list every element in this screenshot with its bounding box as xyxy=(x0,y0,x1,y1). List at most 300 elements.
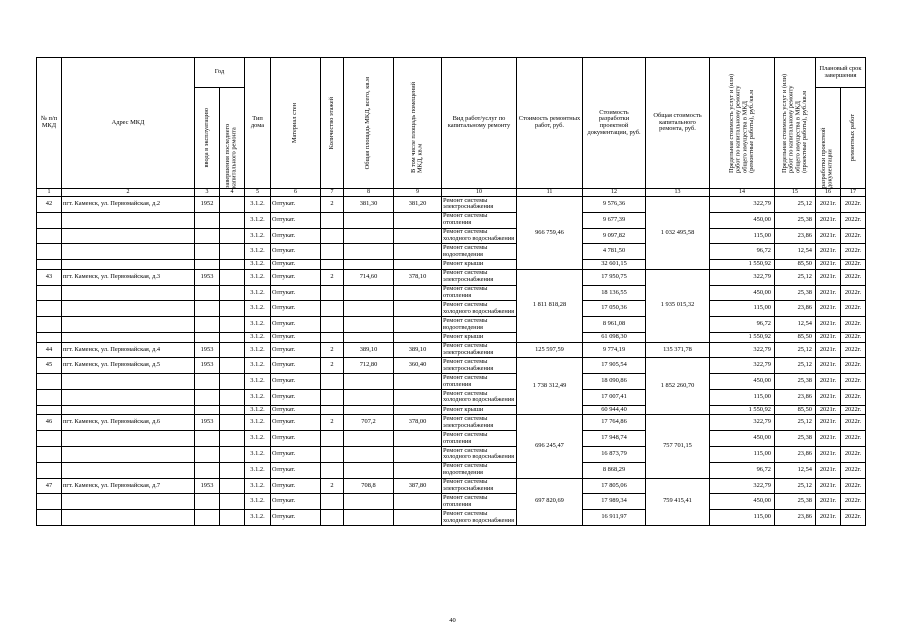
deadline-repair: 2022г. xyxy=(841,197,866,213)
building-number: 46 xyxy=(37,415,62,431)
deadline-repair: 2022г. xyxy=(841,212,866,228)
empty-cell xyxy=(220,389,245,405)
house-type: 3.1.2. xyxy=(245,197,271,213)
deadline-design: 2021г. xyxy=(816,389,841,405)
design-cost: 17 764,86 xyxy=(583,415,646,431)
deadline-repair: 2022г. xyxy=(841,228,866,244)
empty-cell xyxy=(394,494,442,510)
limit-repair: 322,79 xyxy=(710,358,775,374)
house-type: 3.1.2. xyxy=(245,446,271,462)
design-cost: 9 774,19 xyxy=(583,342,646,358)
house-type: 3.1.2. xyxy=(245,415,271,431)
deadline-design: 2021г. xyxy=(816,405,841,415)
empty-cell xyxy=(321,446,344,462)
empty-cell xyxy=(195,332,220,342)
limit-design: 25,12 xyxy=(775,342,816,358)
empty-cell xyxy=(321,212,344,228)
empty-cell xyxy=(220,494,245,510)
empty-cell xyxy=(62,260,195,270)
empty-cell xyxy=(344,374,394,390)
table-row xyxy=(37,446,866,462)
work-type: Ремонт системы отопления xyxy=(442,494,517,510)
deadline-repair: 2022г. xyxy=(841,374,866,390)
column-number: 6 xyxy=(271,189,321,197)
design-cost: 9 097,82 xyxy=(583,228,646,244)
header-address: Адрес МКД xyxy=(62,58,195,189)
empty-cell xyxy=(62,301,195,317)
empty-cell xyxy=(62,332,195,342)
design-cost: 17 948,74 xyxy=(583,431,646,447)
limit-design: 25,12 xyxy=(775,478,816,494)
house-type: 3.1.2. xyxy=(245,301,271,317)
header-year-group: Год xyxy=(195,58,245,88)
table-row xyxy=(37,415,866,431)
limit-repair: 115,00 xyxy=(710,446,775,462)
header-deadline-group: Плановый срок завершения xyxy=(816,58,866,88)
column-number: 9 xyxy=(394,189,442,197)
area-rooms: 360,40 xyxy=(394,358,442,374)
work-type: Ремонт системы отопления xyxy=(442,374,517,390)
deadline-repair: 2022г. xyxy=(841,358,866,374)
total-cost: 1 032 495,58 xyxy=(646,197,710,270)
area-total: 714,60 xyxy=(344,269,394,285)
header-n: № п/п МКД xyxy=(37,58,62,189)
limit-repair: 450,00 xyxy=(710,494,775,510)
empty-cell xyxy=(321,462,344,478)
empty-cell xyxy=(220,260,245,270)
header-wall-material: Материал стен xyxy=(271,58,321,189)
limit-design: 85,50 xyxy=(775,260,816,270)
limit-design: 25,38 xyxy=(775,494,816,510)
column-number: 17 xyxy=(841,189,866,197)
total-cost: 759 415,41 xyxy=(646,478,710,525)
building-number: 45 xyxy=(37,358,62,374)
deadline-repair: 2022г. xyxy=(841,285,866,301)
empty-cell xyxy=(220,301,245,317)
design-cost: 16 873,79 xyxy=(583,446,646,462)
empty-cell xyxy=(37,446,62,462)
repair-cost: 125 597,59 xyxy=(517,342,583,358)
limit-design: 25,38 xyxy=(775,285,816,301)
house-type: 3.1.2. xyxy=(245,228,271,244)
limit-repair: 1 550,92 xyxy=(710,260,775,270)
limit-design: 85,50 xyxy=(775,405,816,415)
empty-cell xyxy=(195,317,220,333)
limit-design: 23,86 xyxy=(775,446,816,462)
work-type: Ремонт системы электроснабжения xyxy=(442,342,517,358)
column-number: 15 xyxy=(775,189,816,197)
total-cost: 1 852 260,70 xyxy=(646,358,710,415)
house-type: 3.1.2. xyxy=(245,317,271,333)
wall-material: Олтукат. xyxy=(271,332,321,342)
house-type: 3.1.2. xyxy=(245,389,271,405)
column-number: 4 xyxy=(220,189,245,197)
empty-cell xyxy=(321,260,344,270)
limit-repair: 96,72 xyxy=(710,244,775,260)
empty-cell xyxy=(394,374,442,390)
wall-material: Олтукат. xyxy=(271,374,321,390)
work-type: Ремонт системы водоотведения xyxy=(442,317,517,333)
column-number: 1 xyxy=(37,189,62,197)
work-type: Ремонт системы холодного водоснабжения xyxy=(442,389,517,405)
building-number: 47 xyxy=(37,478,62,494)
work-type: Ремонт крыши xyxy=(442,405,517,415)
column-number: 2 xyxy=(62,189,195,197)
year-last-repair xyxy=(220,342,245,358)
column-number: 10 xyxy=(442,189,517,197)
wall-material: Олтукат. xyxy=(271,317,321,333)
wall-material: Олтукат. xyxy=(271,228,321,244)
empty-cell xyxy=(62,405,195,415)
empty-cell xyxy=(195,244,220,260)
area-rooms: 389,10 xyxy=(394,342,442,358)
wall-material: Олтукат. xyxy=(271,358,321,374)
design-cost: 17 007,41 xyxy=(583,389,646,405)
total-cost: 135 371,78 xyxy=(646,342,710,358)
table-row xyxy=(37,405,866,415)
work-type: Ремонт системы водоотведения xyxy=(442,462,517,478)
empty-cell xyxy=(220,446,245,462)
empty-cell xyxy=(394,228,442,244)
deadline-repair: 2022г. xyxy=(841,415,866,431)
deadline-repair: 2022г. xyxy=(841,446,866,462)
building-address: пгт. Каменск, ул. Первомайская, д.5 xyxy=(62,358,195,374)
design-cost: 17 905,54 xyxy=(583,358,646,374)
column-number: 8 xyxy=(344,189,394,197)
repair-cost: 697 820,69 xyxy=(517,478,583,525)
empty-cell xyxy=(344,431,394,447)
house-type: 3.1.2. xyxy=(245,332,271,342)
limit-design: 25,12 xyxy=(775,358,816,374)
house-type: 3.1.2. xyxy=(245,358,271,374)
deadline-repair: 2022г. xyxy=(841,405,866,415)
limit-design: 23,86 xyxy=(775,510,816,526)
limit-repair: 450,00 xyxy=(710,431,775,447)
year-last-repair xyxy=(220,197,245,213)
empty-cell xyxy=(37,389,62,405)
column-number: 11 xyxy=(517,189,583,197)
limit-repair: 96,72 xyxy=(710,462,775,478)
work-type: Ремонт системы электроснабжения xyxy=(442,478,517,494)
deadline-design: 2021г. xyxy=(816,446,841,462)
empty-cell xyxy=(195,446,220,462)
limit-repair: 115,00 xyxy=(710,510,775,526)
work-type: Ремонт системы электроснабжения xyxy=(442,269,517,285)
limit-design: 23,86 xyxy=(775,301,816,317)
empty-cell xyxy=(220,405,245,415)
deadline-design: 2021г. xyxy=(816,228,841,244)
empty-cell xyxy=(62,494,195,510)
repair-cost: 1 811 818,28 xyxy=(517,269,583,342)
empty-cell xyxy=(195,389,220,405)
empty-cell xyxy=(394,317,442,333)
building-address: пгт. Каменск, ул. Первомайская, д.6 xyxy=(62,415,195,431)
empty-cell xyxy=(394,446,442,462)
work-type: Ремонт крыши xyxy=(442,332,517,342)
limit-design: 12,54 xyxy=(775,244,816,260)
empty-cell xyxy=(344,332,394,342)
building-address: пгт. Каменск, ул. Первомайская, д.2 xyxy=(62,197,195,213)
header-year-commission: ввода в эксплуатацию xyxy=(195,88,220,189)
design-cost: 17 050,36 xyxy=(583,301,646,317)
work-type: Ремонт системы электроснабжения xyxy=(442,415,517,431)
empty-cell xyxy=(37,510,62,526)
table-row xyxy=(37,358,866,374)
wall-material: Олтукат. xyxy=(271,197,321,213)
wall-material: Олтукат. xyxy=(271,285,321,301)
deadline-repair: 2022г. xyxy=(841,342,866,358)
limit-repair: 322,79 xyxy=(710,342,775,358)
empty-cell xyxy=(321,431,344,447)
area-total: 389,10 xyxy=(344,342,394,358)
empty-cell xyxy=(344,462,394,478)
empty-cell xyxy=(321,405,344,415)
design-cost: 4 781,50 xyxy=(583,244,646,260)
empty-cell xyxy=(394,431,442,447)
area-total: 708,8 xyxy=(344,478,394,494)
column-number: 12 xyxy=(583,189,646,197)
empty-cell xyxy=(321,389,344,405)
house-type: 3.1.2. xyxy=(245,260,271,270)
table-row xyxy=(37,317,866,333)
deadline-design: 2021г. xyxy=(816,244,841,260)
empty-cell xyxy=(195,494,220,510)
empty-cell xyxy=(344,212,394,228)
table-row xyxy=(37,494,866,510)
table-row xyxy=(37,510,866,526)
repair-program-table xyxy=(36,57,866,526)
deadline-repair: 2022г. xyxy=(841,389,866,405)
empty-cell xyxy=(394,405,442,415)
empty-cell xyxy=(62,228,195,244)
empty-cell xyxy=(344,301,394,317)
table-row xyxy=(37,374,866,390)
work-type: Ремонт системы отопления xyxy=(442,212,517,228)
empty-cell xyxy=(37,244,62,260)
wall-material: Олтукат. xyxy=(271,510,321,526)
work-type: Ремонт системы отопления xyxy=(442,431,517,447)
wall-material: Олтукат. xyxy=(271,446,321,462)
design-cost: 18 090,86 xyxy=(583,374,646,390)
table-row xyxy=(37,301,866,317)
house-type: 3.1.2. xyxy=(245,431,271,447)
house-type: 3.1.2. xyxy=(245,510,271,526)
empty-cell xyxy=(344,317,394,333)
design-cost: 61 098,30 xyxy=(583,332,646,342)
empty-cell xyxy=(321,374,344,390)
header-repair-cost: Стоимость ремонтных работ, руб. xyxy=(517,58,583,189)
house-type: 3.1.2. xyxy=(245,494,271,510)
limit-repair: 450,00 xyxy=(710,374,775,390)
limit-repair: 322,79 xyxy=(710,269,775,285)
table-row xyxy=(37,269,866,285)
empty-cell xyxy=(62,244,195,260)
house-type: 3.1.2. xyxy=(245,244,271,260)
empty-cell xyxy=(321,317,344,333)
table-row xyxy=(37,285,866,301)
empty-cell xyxy=(220,285,245,301)
building-address: пгт. Каменск, ул. Первомайская, д.4 xyxy=(62,342,195,358)
limit-repair: 450,00 xyxy=(710,285,775,301)
limit-design: 23,86 xyxy=(775,389,816,405)
deadline-repair: 2022г. xyxy=(841,494,866,510)
empty-cell xyxy=(321,332,344,342)
empty-cell xyxy=(394,260,442,270)
house-type: 3.1.2. xyxy=(245,374,271,390)
limit-repair: 322,79 xyxy=(710,478,775,494)
area-rooms: 387,80 xyxy=(394,478,442,494)
empty-cell xyxy=(321,244,344,260)
wall-material: Олтукат. xyxy=(271,269,321,285)
wall-material: Олтукат. xyxy=(271,389,321,405)
page-number: 40 xyxy=(449,617,456,624)
column-number: 3 xyxy=(195,189,220,197)
empty-cell xyxy=(394,301,442,317)
header-deadline-repair: ремонтных работ xyxy=(841,88,866,189)
wall-material: Олтукат. xyxy=(271,462,321,478)
limit-repair: 1 550,92 xyxy=(710,332,775,342)
limit-repair: 322,79 xyxy=(710,415,775,431)
house-type: 3.1.2. xyxy=(245,269,271,285)
header-floors: Количество этажей xyxy=(321,58,344,189)
column-number: 14 xyxy=(710,189,775,197)
empty-cell xyxy=(37,405,62,415)
work-type: Ремонт системы электроснабжения xyxy=(442,358,517,374)
limit-design: 85,50 xyxy=(775,332,816,342)
table-row xyxy=(37,212,866,228)
limit-repair: 96,72 xyxy=(710,317,775,333)
table-row xyxy=(37,228,866,244)
empty-cell xyxy=(220,374,245,390)
empty-cell xyxy=(195,405,220,415)
table-row xyxy=(37,332,866,342)
deadline-repair: 2022г. xyxy=(841,510,866,526)
empty-cell xyxy=(220,332,245,342)
work-type: Ремонт крыши xyxy=(442,260,517,270)
deadline-design: 2021г. xyxy=(816,260,841,270)
wall-material: Олтукат. xyxy=(271,405,321,415)
empty-cell xyxy=(344,228,394,244)
deadline-design: 2021г. xyxy=(816,462,841,478)
empty-cell xyxy=(37,285,62,301)
deadline-design: 2021г. xyxy=(816,285,841,301)
empty-cell xyxy=(394,285,442,301)
deadline-design: 2021г. xyxy=(816,510,841,526)
empty-cell xyxy=(37,317,62,333)
house-type: 3.1.2. xyxy=(245,478,271,494)
empty-cell xyxy=(321,228,344,244)
empty-cell xyxy=(62,510,195,526)
empty-cell xyxy=(37,332,62,342)
limit-repair: 450,00 xyxy=(710,212,775,228)
repair-cost: 1 738 312,49 xyxy=(517,358,583,415)
header-work-type: Вид работ/услуг по капитальному ремонту xyxy=(442,58,517,189)
header-limit-repair: Предельная стоимость услуг и (или) работ по капитальному ремонту общего имущества в МКД (ремонтные работы), руб./кв.м xyxy=(710,58,775,189)
header-house-type: Тип дома xyxy=(245,58,271,189)
year-commission: 1953 xyxy=(195,358,220,374)
empty-cell xyxy=(195,260,220,270)
deadline-repair: 2022г. xyxy=(841,431,866,447)
empty-cell xyxy=(62,431,195,447)
table-row xyxy=(37,431,866,447)
work-type: Ремонт системы холодного водоснабжения xyxy=(442,510,517,526)
header-design-cost: Стоимость разработки проектной документации, руб. xyxy=(583,58,646,189)
empty-cell xyxy=(344,494,394,510)
deadline-design: 2021г. xyxy=(816,431,841,447)
empty-cell xyxy=(62,212,195,228)
empty-cell xyxy=(195,212,220,228)
column-number: 7 xyxy=(321,189,344,197)
empty-cell xyxy=(344,244,394,260)
wall-material: Олтукат. xyxy=(271,301,321,317)
empty-cell xyxy=(37,212,62,228)
area-rooms: 378,00 xyxy=(394,415,442,431)
total-cost: 1 935 015,32 xyxy=(646,269,710,342)
table-row xyxy=(37,197,866,213)
design-cost: 8 961,08 xyxy=(583,317,646,333)
deadline-design: 2021г. xyxy=(816,374,841,390)
design-cost: 17 950,75 xyxy=(583,269,646,285)
year-commission: 1953 xyxy=(195,269,220,285)
design-cost: 9 677,39 xyxy=(583,212,646,228)
year-commission: 1952 xyxy=(195,197,220,213)
empty-cell xyxy=(37,228,62,244)
table-row xyxy=(37,260,866,270)
limit-design: 25,12 xyxy=(775,415,816,431)
header-year-last-repair: завершения последнего капитального ремонта xyxy=(220,88,245,189)
building-number: 44 xyxy=(37,342,62,358)
table-row xyxy=(37,342,866,358)
limit-design: 12,54 xyxy=(775,317,816,333)
work-type: Ремонт системы холодного водоснабжения xyxy=(442,446,517,462)
design-cost: 16 911,97 xyxy=(583,510,646,526)
deadline-repair: 2022г. xyxy=(841,478,866,494)
empty-cell xyxy=(394,212,442,228)
deadline-repair: 2022г. xyxy=(841,462,866,478)
year-commission: 1953 xyxy=(195,478,220,494)
work-type: Ремонт системы отопления xyxy=(442,285,517,301)
year-last-repair xyxy=(220,415,245,431)
floors: 2 xyxy=(321,415,344,431)
limit-repair: 1 550,92 xyxy=(710,405,775,415)
house-type: 3.1.2. xyxy=(245,342,271,358)
empty-cell xyxy=(195,228,220,244)
table-row xyxy=(37,244,866,260)
limit-design: 23,86 xyxy=(775,228,816,244)
empty-cell xyxy=(37,494,62,510)
deadline-repair: 2022г. xyxy=(841,301,866,317)
empty-cell xyxy=(195,462,220,478)
empty-cell xyxy=(37,260,62,270)
limit-design: 25,12 xyxy=(775,197,816,213)
header-area-rooms: В том числе площадь помещений МКД, кв.м xyxy=(394,58,442,189)
design-cost: 18 136,55 xyxy=(583,285,646,301)
limit-design: 12,54 xyxy=(775,462,816,478)
deadline-design: 2021г. xyxy=(816,301,841,317)
area-total: 712,80 xyxy=(344,358,394,374)
empty-cell xyxy=(62,285,195,301)
header-limit-design: Предельная стоимость услуг и (или) работ по капитальному ремонту общего имущества в МКД (проектные работы), руб./кв.м xyxy=(775,58,816,189)
header-area-total: Общая площадь МКД, всего, кв.м xyxy=(344,58,394,189)
area-rooms: 381,20 xyxy=(394,197,442,213)
empty-cell xyxy=(37,462,62,478)
building-address: пгт. Каменск, ул. Первомайская, д.3 xyxy=(62,269,195,285)
wall-material: Олтукат. xyxy=(271,212,321,228)
floors: 2 xyxy=(321,197,344,213)
empty-cell xyxy=(394,510,442,526)
work-type: Ремонт системы электроснабжения xyxy=(442,197,517,213)
design-cost: 17 989,34 xyxy=(583,494,646,510)
